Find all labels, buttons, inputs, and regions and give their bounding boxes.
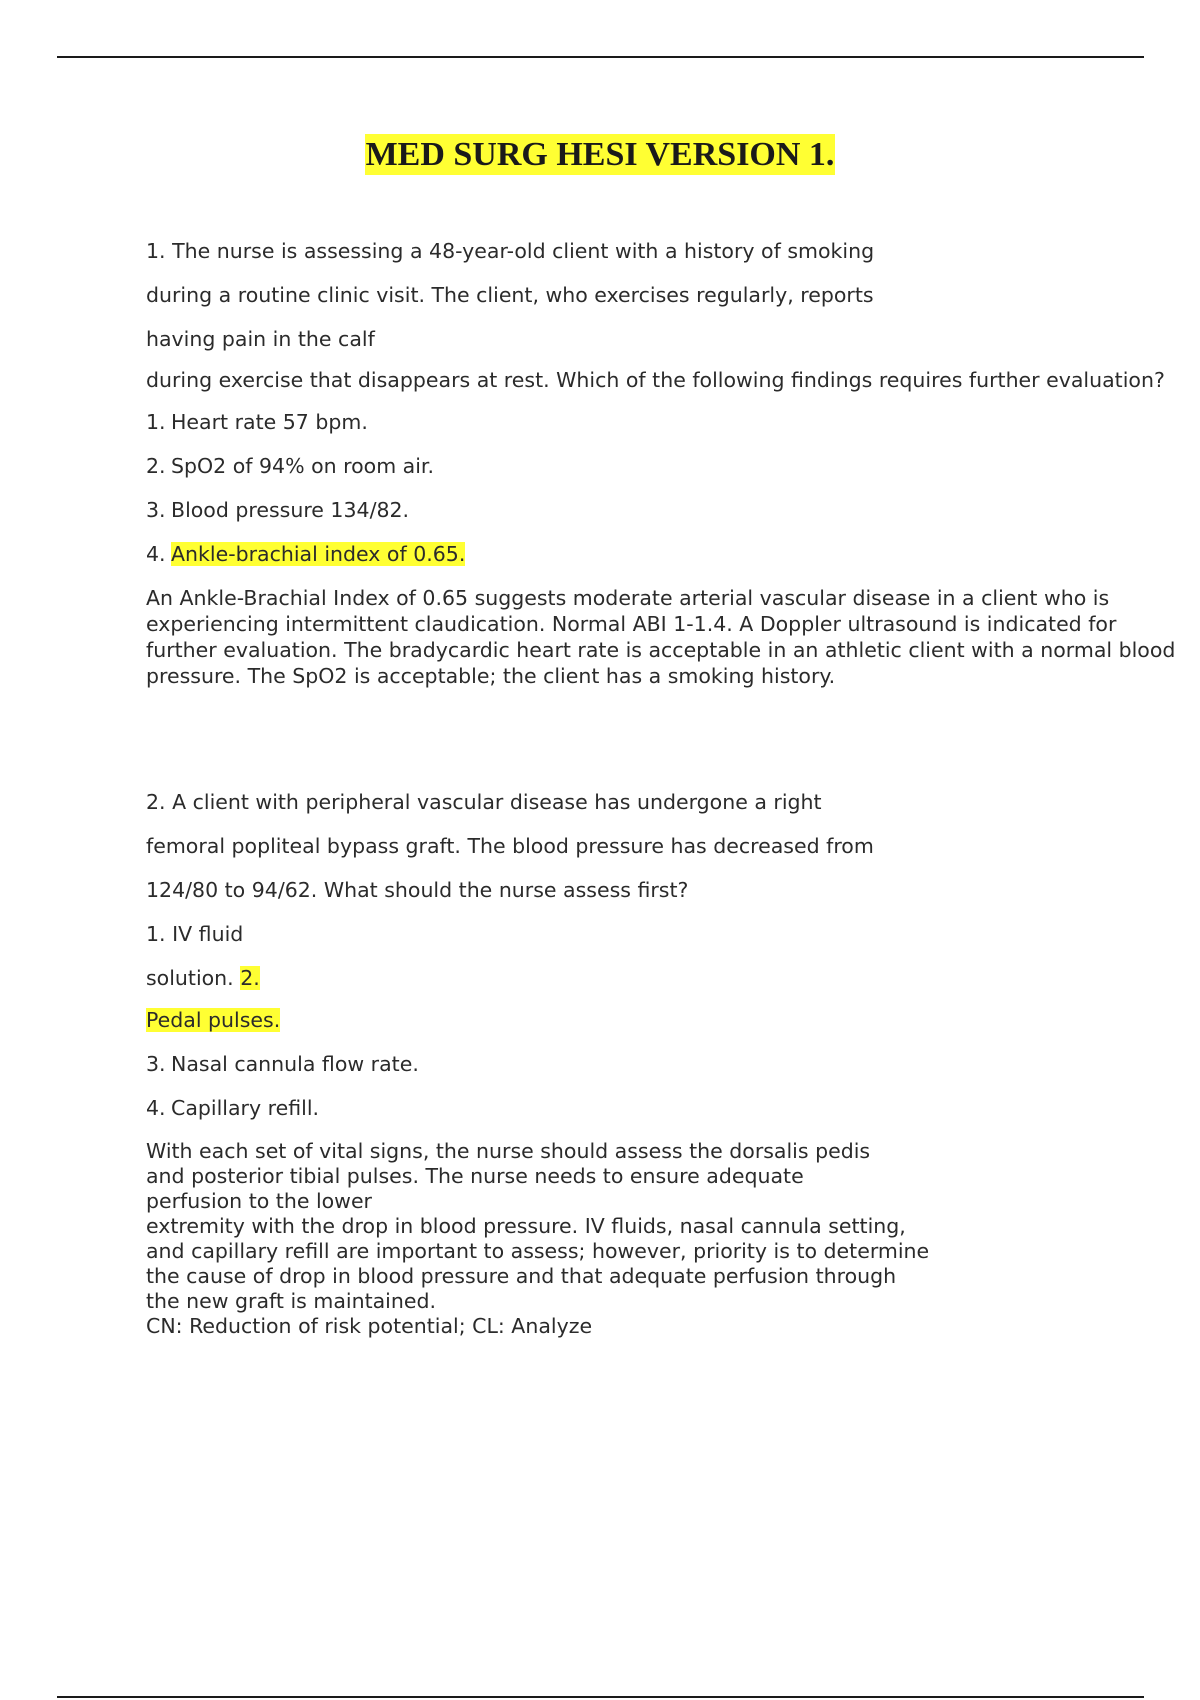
rationale-line: the new graft is maintained.	[146, 1289, 437, 1313]
title-block	[0, 136, 1200, 174]
document-title: MED SURG HESI VERSION 1.	[365, 136, 835, 173]
answer-option-continuation	[146, 965, 1176, 991]
option-text: SpO2 of 94% on room air.	[171, 454, 434, 478]
option-number: 3.	[146, 1052, 166, 1076]
option-number: 2.	[146, 454, 166, 478]
question-stem-line: 124/80 to 94/62. What should the nurse assess first?	[146, 878, 689, 902]
option-number: 4.	[146, 542, 166, 566]
highlighted-option-number: 2.	[240, 966, 260, 990]
footer-rule	[57, 1696, 1144, 1698]
rationale-line: and capillary refill are important to assess; however, priority is to determine	[146, 1239, 930, 1263]
rationale-line: perfusion to the lower	[146, 1189, 372, 1213]
highlighted-answer-text: Pedal pulses.	[146, 1008, 281, 1032]
question-1	[146, 238, 1176, 689]
classification-line: CN: Reduction of risk potential; CL: Analyze	[146, 1314, 593, 1338]
answer-option	[146, 453, 1176, 479]
question-stem-line: during a routine clinic visit. The client, who exercises regularly, reports	[146, 283, 874, 307]
answer-option	[146, 409, 1176, 435]
question-stem-line: during exercise that disappears at rest. Which of the following findings requires further evaluation?	[146, 368, 1165, 392]
option-text: solution.	[146, 966, 234, 990]
rationale-line: With each set of vital signs, the nurse should assess the dorsalis pedis	[146, 1139, 871, 1163]
section-gap	[146, 689, 1176, 789]
option-text: Heart rate 57 bpm.	[171, 410, 368, 434]
option-text: Nasal cannula flow rate.	[171, 1052, 419, 1076]
question-stem-line: 2. A client with peripheral vascular disease has undergone a right	[146, 790, 822, 814]
question-stem-line: having pain in the calf	[146, 327, 375, 351]
question-stem-line: 1. The nurse is assessing a 48-year-old client with a history of smoking	[146, 239, 875, 263]
correct-answer-option	[146, 1007, 1176, 1033]
rationale-line: and posterior tibial pulses. The nurse needs to ensure adequate	[146, 1164, 804, 1188]
document-body	[146, 238, 1176, 1339]
question-stem-line: femoral popliteal bypass graft. The blood pressure has decreased from	[146, 834, 874, 858]
answer-option: 1. IV fluid	[146, 922, 244, 946]
option-number: 3.	[146, 498, 166, 522]
rationale-paragraph: An Ankle-Brachial Index of 0.65 suggests moderate arterial vascular disease in a client who is experiencing intermittent claudication. Normal ABI 1-1.4. A Doppler ultrasound is indicated for further evaluation. The bradycardic heart rate is acceptable in an athletic client with a normal blood pressure. The SpO2 is acceptable; the client has a smoking history.	[146, 586, 1176, 688]
answer-option	[146, 497, 1176, 523]
answer-option	[146, 1051, 1176, 1077]
option-text: Blood pressure 134/82.	[171, 498, 410, 522]
correct-answer-option	[146, 541, 1176, 567]
option-number: 1.	[146, 410, 166, 434]
rationale-block	[146, 1139, 1176, 1339]
highlighted-answer-text: Ankle-brachial index of 0.65.	[171, 542, 466, 566]
option-number: 4.	[146, 1096, 166, 1120]
question-2	[146, 789, 1176, 1339]
option-text: Capillary refill.	[171, 1096, 320, 1120]
rationale-line: extremity with the drop in blood pressure. IV fluids, nasal cannula setting,	[146, 1214, 906, 1238]
header-rule	[57, 56, 1144, 58]
rationale-line: the cause of drop in blood pressure and that adequate perfusion through	[146, 1264, 897, 1288]
answer-option	[146, 1095, 1176, 1121]
